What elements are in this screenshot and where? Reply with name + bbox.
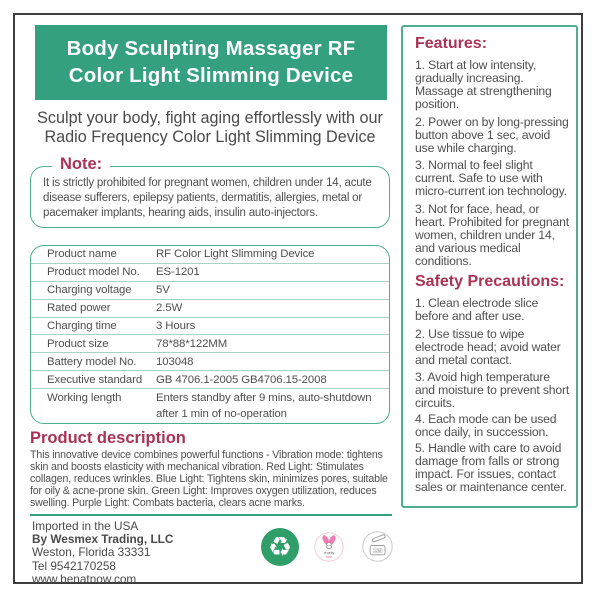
spec-label: Product size xyxy=(47,337,109,350)
spec-label: Battery model No. xyxy=(47,355,137,368)
table-row xyxy=(31,334,389,352)
spec-value: 78*88*122MM xyxy=(156,337,228,350)
safety-item-4: 4. Each mode can be used once daily, in succession. xyxy=(415,412,557,440)
pao-12m-text: 12M xyxy=(374,548,382,553)
recycle-glyph: ♻ xyxy=(267,531,293,563)
feature-item-2: 2. Power on by long-pressing button above 1 sec, avoid use while charging. xyxy=(415,114,569,155)
safety-precautions-heading: Safety Precautions: xyxy=(415,272,565,290)
spec-table xyxy=(30,245,390,424)
spec-value: ES-1201 xyxy=(156,266,200,279)
feature-item-1: 1. Start at low intensity, gradually increasing. Massage at strengthening position. xyxy=(415,58,552,111)
spec-label: Product model No. xyxy=(47,266,140,279)
cruelty-free-text-2: free xyxy=(325,555,333,559)
spec-value: after 1 min of no-operation xyxy=(156,408,287,421)
spec-value: 103048 xyxy=(156,355,194,368)
product-description-text: This innovative device combines powerful functions - Vibration mode: tightens skin and boosts elasticity with mechanical vibration. Red Light: Stimulates collagen, reduces wrinkles. Blue Light: Tightens skin, minimizes pores, suitable for oily & acne-prone skin. Green Light: Improves oxygen utilization, reduces swelling. Purple Light: Combats bacteria, clears acne marks. xyxy=(30,449,388,509)
features-heading: Features: xyxy=(415,35,488,52)
tagline-line1: Sculpt your body, fight aging effortlessly with our xyxy=(37,109,383,127)
spec-label: Working length xyxy=(47,391,122,404)
spec-value: 3 Hours xyxy=(156,320,196,332)
note-box xyxy=(30,155,390,228)
note-label: Note: xyxy=(52,155,110,174)
safety-item-1: 1. Clean electrode slice before and after use. xyxy=(415,295,539,323)
spec-value: 2.5W xyxy=(156,302,183,315)
product-title-banner xyxy=(35,25,387,100)
product-title-line2: Color Light Slimming Device xyxy=(68,63,354,87)
spec-label: Rated power xyxy=(47,302,111,315)
feature-item-3: 3. Normal to feel slight current. Safe to use with micro-current ion technology. xyxy=(415,158,567,199)
features-safety-panel xyxy=(401,25,578,508)
spec-value: Enters standby after 9 mins, auto-shutdown xyxy=(156,391,372,404)
table-row xyxy=(31,317,389,335)
cruelty-free-text-1: cruelty xyxy=(323,550,335,555)
tagline xyxy=(20,109,400,148)
footer-line-company: By Wesmex Trading, LLC xyxy=(32,532,174,547)
table-row-continuation xyxy=(31,406,389,423)
table-row xyxy=(31,246,389,263)
pao-12m-icon xyxy=(362,531,393,562)
spec-label: Executive standard xyxy=(47,373,143,386)
table-row xyxy=(31,299,389,317)
recycle-icon xyxy=(261,528,299,566)
spec-label: Product name xyxy=(47,248,117,261)
tagline-line2: Radio Frequency Color Light Slimming Device xyxy=(44,128,376,147)
spec-value: GB 4706.1-2005 GB4706.15-2008 xyxy=(156,373,327,386)
spec-label: Charging time xyxy=(47,320,117,332)
footer-line-phone: Tel 9542170258 xyxy=(32,558,116,573)
footer-line-imported: Imported in the USA xyxy=(32,519,139,533)
spec-label: Charging voltage xyxy=(47,284,132,297)
cruelty-free-icon xyxy=(314,532,344,562)
manufacturer-info xyxy=(32,520,173,586)
footer-line-website: www.benatnow.com xyxy=(32,571,137,586)
safety-item-3: 3. Avoid high temperature and moisture to prevent short circuits. xyxy=(415,370,570,411)
product-description-heading: Product description xyxy=(30,429,186,447)
product-title-line1: Body Sculpting Massager RF xyxy=(66,36,356,60)
spec-value: RF Color Light Slimming Device xyxy=(156,248,315,261)
table-row xyxy=(31,370,389,388)
footer-line-address: Weston, Florida 33331 xyxy=(32,545,151,560)
feature-item-4: 3. Not for face, head, or heart. Prohibited for pregnant women, children under 14, and various medical conditions. xyxy=(415,202,570,268)
table-row xyxy=(31,263,389,281)
safety-item-5: 5. Handle with care to avoid damage from falls or strong impact. For issues, contact sales or maintenance center. xyxy=(415,441,567,494)
table-row xyxy=(31,281,389,299)
table-row xyxy=(31,388,389,406)
safety-item-2: 2. Use tissue to wipe electrode head; avoid water and metal contact. xyxy=(415,326,561,367)
footer-divider xyxy=(30,514,392,516)
note-text: It is strictly prohibited for pregnant women, children under 14, acute disease sufferers, epilepsy patients, dermatitis, allergies, metal or pacemaker implants, hearing aids, insulin auto-injectors. xyxy=(43,177,372,219)
table-row xyxy=(31,352,389,370)
spec-value: 5V xyxy=(156,284,170,297)
